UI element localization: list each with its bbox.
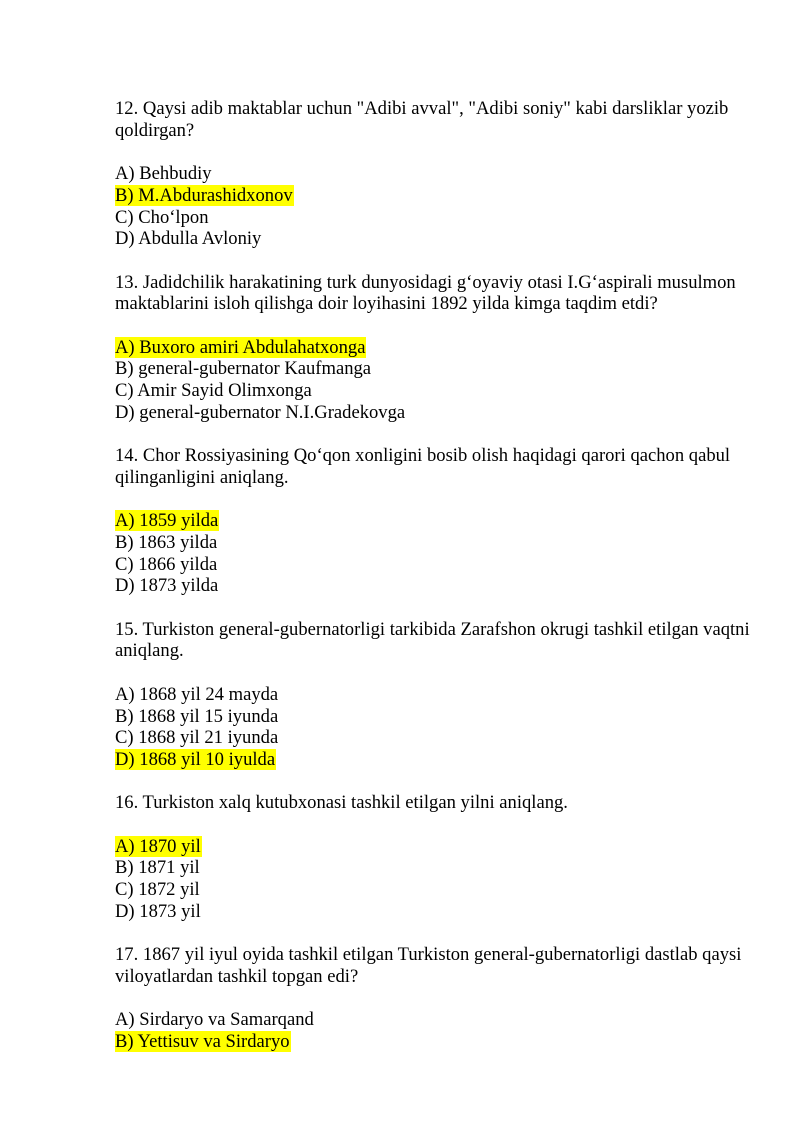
option-c: C) Amir Sayid Olimxonga [115,380,312,402]
question-14 [115,445,755,597]
question-text: 16. Turkiston xalq kutubxonasi tashkil etilgan yilni aniqlang. [115,792,568,814]
option-a: A) Sirdaryo va Samarqand [115,1009,314,1031]
option-b: B) 1863 yilda [115,531,218,553]
option-c: C) Cho‘lpon [115,206,209,228]
option-d: D) 1873 yil [115,900,201,922]
question-17 [115,944,755,1053]
option-a-correct: A) Buxoro amiri Abdulahatxonga [115,336,366,358]
question-text: 15. Turkiston general-gubernatorligi tarkibida Zarafshon okrugi tashkil etilgan vaqtni aniqlang. [115,618,750,662]
option-c: C) 1872 yil [115,879,200,901]
question-text: 12. Qaysi adib maktablar uchun "Adibi avval", "Adibi soniy" kabi darsliklar yozib qoldirgan? [115,98,729,141]
option-b: B) general-gubernator Kaufmanga [115,358,372,380]
question-12 [115,98,755,250]
option-a: A) Behbudiy [115,163,212,185]
option-c: C) 1866 yilda [115,553,218,575]
question-13 [115,272,755,424]
option-d: D) 1873 yilda [115,575,219,597]
option-a-correct: A) 1870 yil [115,835,201,857]
option-b-correct: B) Yettisuv va Sirdaryo [115,1031,290,1053]
option-b: B) 1868 yil 15 iyunda [115,705,279,727]
question-text: 14. Chor Rossiyasining Qo‘qon xonligini bosib olish haqidagi qarori qachon qabul qilinganligini aniqlang. [115,445,731,488]
option-d: D) general-gubernator N.I.Gradekovga [115,401,406,423]
option-a-correct: A) 1859 yilda [115,510,219,532]
question-text: 17. 1867 yil iyul oyida tashkil etilgan Turkiston general-gubernatorligi dastlab qaysi viloyatlardan tashkil topgan edi? [115,944,742,987]
option-d: D) Abdulla Avloniy [115,228,262,250]
question-16 [115,792,755,922]
question-15 [115,619,755,771]
option-b-correct: B) M.Abdurashidxonov [115,184,293,206]
question-text: 13. Jadidchilik harakatining turk dunyosidagi g‘oyaviy otasi I.G‘aspirali musulmon maktablarini isloh qilishga doir loyihasini 1892 yilda kimga taqdim etdi? [115,271,736,315]
option-a: A) 1868 yil 24 mayda [115,683,279,705]
option-d-correct: D) 1868 yil 10 iyulda [115,748,276,770]
document-page [115,98,755,1074]
option-b: B) 1871 yil [115,857,200,879]
option-c: C) 1868 yil 21 iyunda [115,727,279,749]
